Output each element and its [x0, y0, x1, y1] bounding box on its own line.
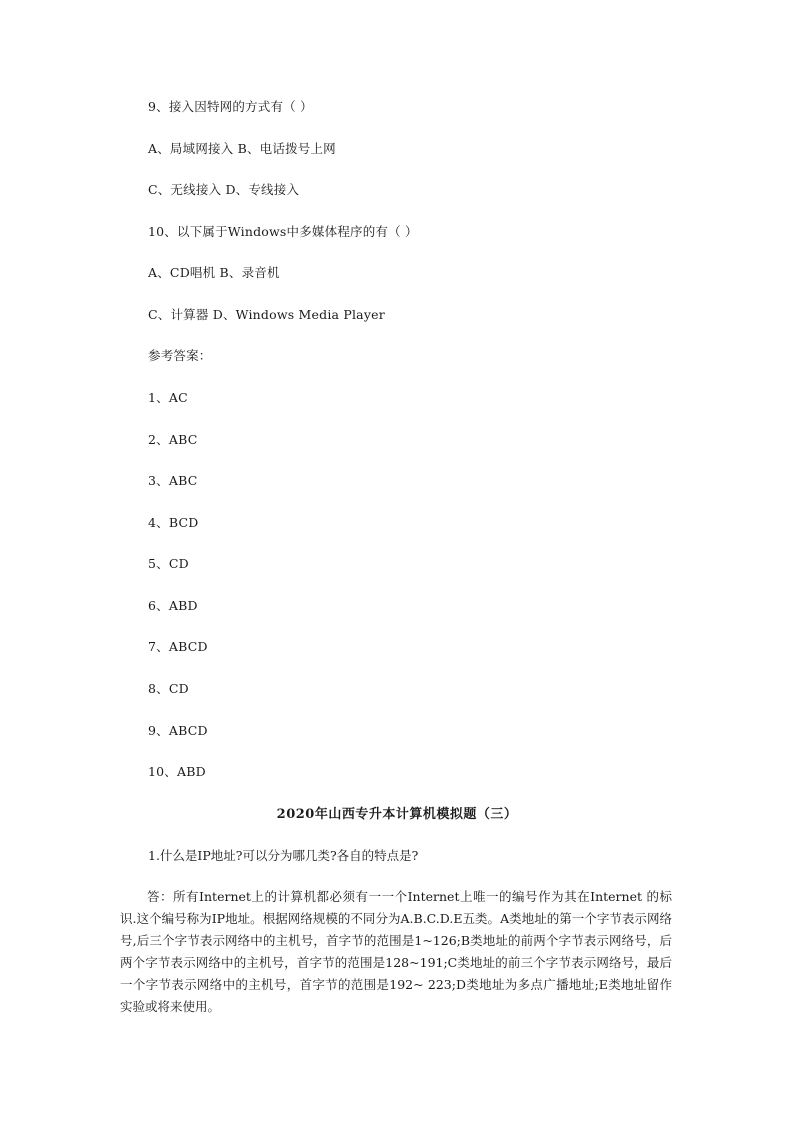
section-title: 2020年山西专升本计算机模拟题（三）	[276, 807, 518, 822]
answer-item: 6、ABD	[148, 598, 198, 613]
answer-item: 5、CD	[148, 556, 189, 571]
question-9-options-ab: A、局域网接入 B、电话拨号上网	[148, 141, 336, 156]
essay-answer: 答：所有Internet上的计算机都必须有一一个Internet上唯一的编号作为其在Internet 的标识.这个编号称为IP地址。根据网络规模的不同分为A.B.C.D.E五类。A类地址的第一个字节表示网络号,后三个字节表示网络中的主机号，首字节的范围是1~126;B类地址的前两个字节表示网络号，后两个字节表示网络中的主机号，首字节的范围是128~191;C类地址的前三个字节表示网络号，最后一个字节表示网络中的主机号，首字节的范围是192~ 223;D类地址为多点广播地址;E类地址留作实验或将来使用。	[120, 889, 672, 1014]
question-9-stem: 9、接入因特网的方式有（ ）	[148, 99, 313, 114]
answer-item: 8、CD	[148, 681, 189, 696]
answer-item: 2、ABC	[148, 432, 198, 447]
answer-item: 10、ABD	[148, 764, 206, 779]
answers-heading: 参考答案：	[148, 348, 212, 363]
answer-item: 4、BCD	[148, 515, 199, 530]
answer-item: 7、ABCD	[148, 639, 208, 654]
answer-item: 1、AC	[148, 390, 188, 405]
question-10-stem: 10、以下属于Windows中多媒体程序的有（ ）	[148, 224, 418, 239]
question-9-options-cd: C、无线接入 D、专线接入	[148, 182, 300, 197]
question-10-options-ab: A、CD唱机 B、录音机	[148, 265, 280, 280]
question-10-options-cd: C、计算器 D、Windows Media Player	[148, 307, 385, 322]
answer-item: 3、ABC	[148, 473, 198, 488]
answer-item: 9、ABCD	[148, 723, 208, 738]
essay-question: 1.什么是IP地址?可以分为哪几类?各自的特点是?	[148, 848, 419, 863]
